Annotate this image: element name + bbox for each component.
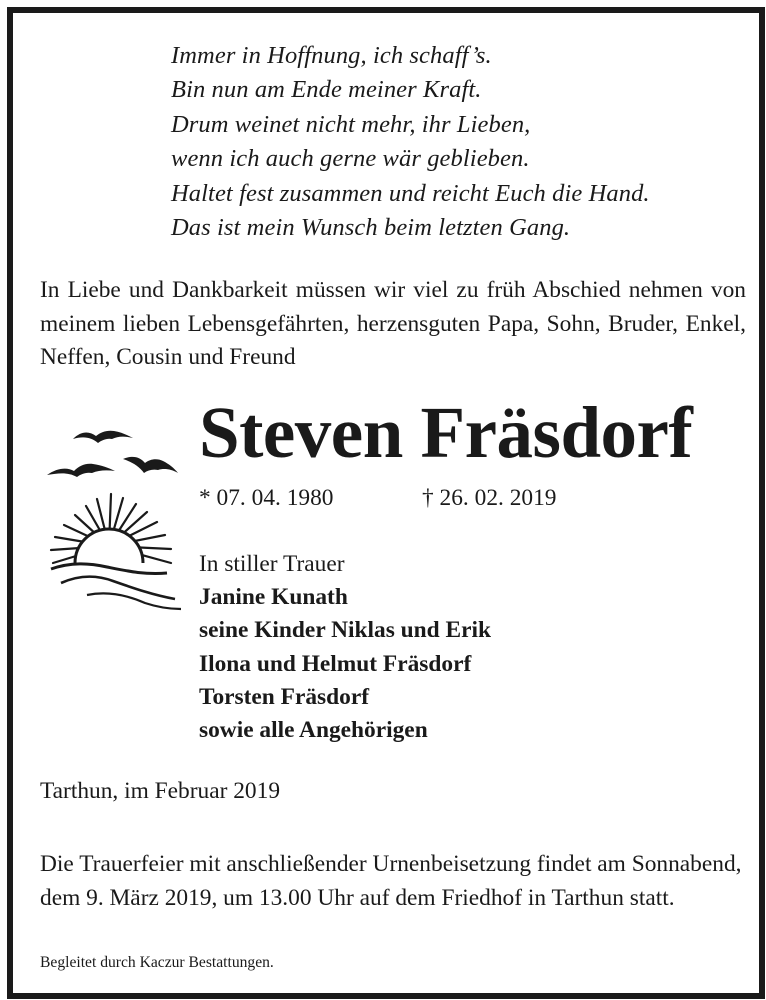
mourner-name: Torsten Fräsdorf	[199, 683, 370, 710]
mourner-name: sowie alle Angehörigen	[199, 717, 428, 744]
mourner-name: seine Kinder Niklas und Erik	[199, 617, 492, 644]
sunset-birds-icon	[41, 423, 191, 613]
mourners-block	[199, 548, 491, 747]
birth-date: * 07. 04. 1980	[199, 485, 334, 511]
poem-line: Bin nun am Ende meiner Kraft.	[171, 76, 482, 104]
death-date: † 26. 02. 2019	[422, 485, 557, 511]
place-date: Tarthun, im Februar 2019	[40, 778, 281, 804]
poem-line: wenn ich auch gerne wär geblieben.	[171, 145, 530, 173]
funeral-home-note: Begleitet durch Kaczur Bestattungen.	[40, 954, 274, 971]
mourner-name: Ilona und Helmut Fräsdorf	[199, 650, 472, 677]
intro-text: In Liebe und Dankbarkeit müssen wir viel zu früh Abschied nehmen von meinem lieben Lebensgefährten, herzensguten Papa, Sohn, Bruder, Enkel, Neffen, Cousin und Freund	[40, 277, 746, 371]
poem-line: Drum weinet nicht mehr, ihr Lieben,	[171, 110, 531, 138]
deceased-name: Steven Fräsdorf	[199, 392, 693, 473]
poem	[171, 39, 650, 245]
poem-line: Das ist mein Wunsch beim letzten Gang.	[171, 214, 571, 242]
mourners-heading: In stiller Trauer	[199, 551, 345, 577]
poem-line: Haltet fest zusammen und reicht Euch die Hand.	[171, 179, 650, 207]
mourner-name: Janine Kunath	[199, 584, 348, 611]
poem-line: Immer in Hoffnung, ich schaff’s.	[171, 42, 492, 69]
obituary-frame	[7, 7, 765, 999]
ceremony-notice: Die Trauerfeier mit anschließender Urnenbeisetzung findet am Sonnabend, dem 9. März 2019, um 13.00 Uhr auf dem Friedhof in Tarthun statt.	[40, 851, 742, 911]
